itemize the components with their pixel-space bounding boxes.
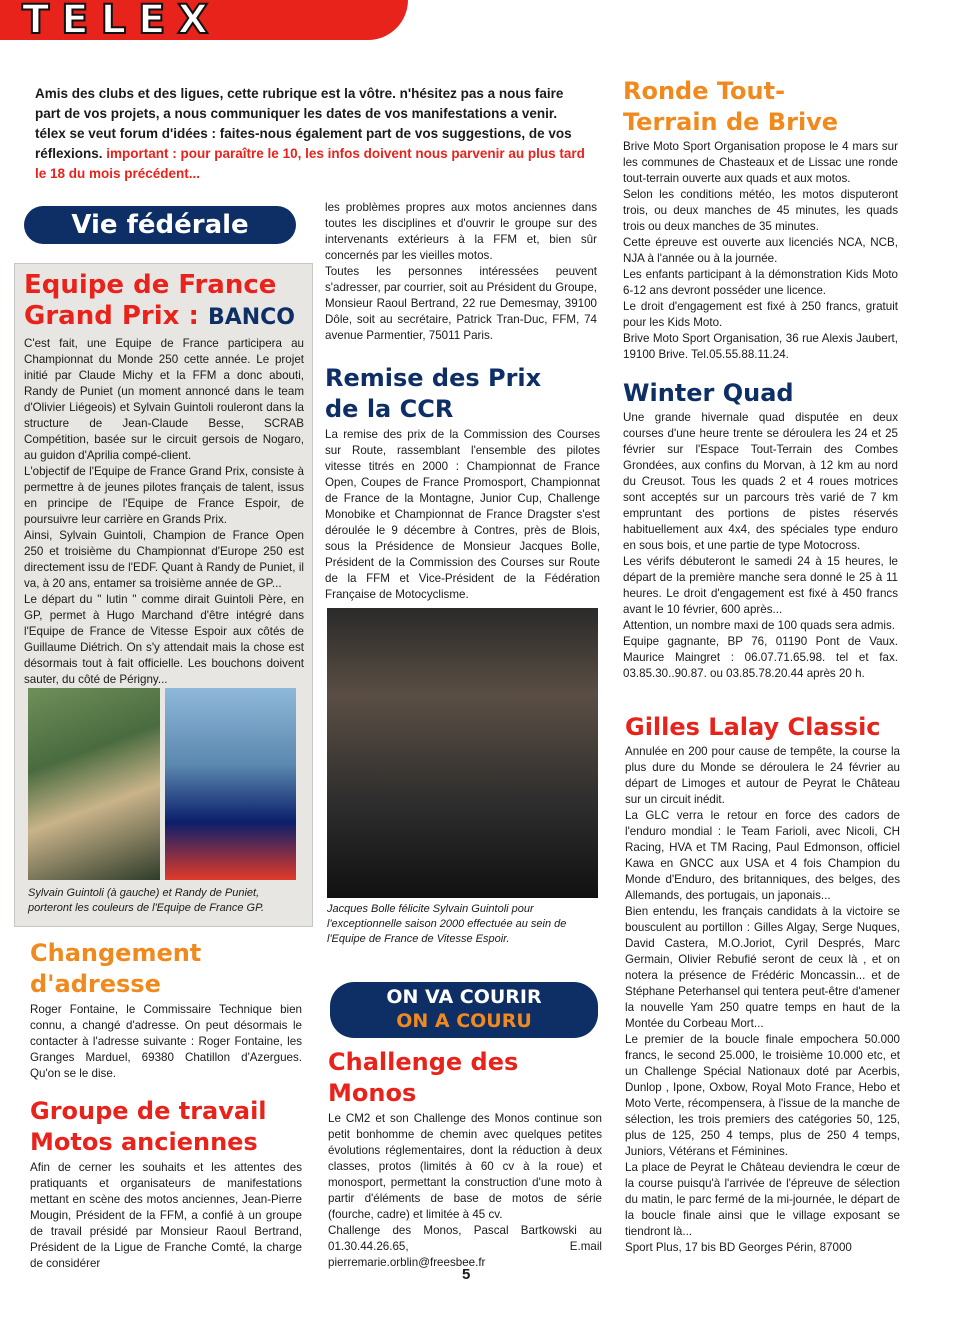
section-title: TELEX — [22, 0, 221, 43]
equipe-france-title-line1: Equipe de France — [24, 270, 277, 300]
paragraph: Selon les conditions météo, les motos disputeront trois, ou deux manches de 45 minutes, les quads trois ou deux manches de 35 minutes. — [623, 188, 898, 233]
equipe-france-article — [24, 270, 304, 688]
paragraph: Attention, un nombre maxi de 100 quads sera admis. — [623, 619, 895, 632]
paragraph: Cette épreuve est ouverte aux licenciés NCA, NCB, NJA à l'année ou à la journée. — [623, 236, 898, 265]
changement-body: Roger Fontaine, le Commissaire Technique bien connu, a changé d'adresse. On peut désormais le contacter à l'adresse suivante : Roger Fontaine, les Granges Marduel, 69380 Chatillon d'Azergues. Qu'on se le dise. — [30, 1003, 302, 1080]
groupe-article — [30, 1096, 302, 1272]
gilles-body — [625, 744, 900, 1256]
photo-de-puniet — [165, 688, 296, 880]
paragraph: Brive Moto Sport Organisation, 36 rue Alexis Jaubert, 19100 Brive. Tel.05.55.88.11.24. — [623, 332, 898, 361]
paragraph: La GLC verra le retour en force des cadors de l'enduro mondial : le Team Farioli, avec Nicoli, CH Racing, HVA et TM Racing, Paul Edmonson, officiel Kawa en GNCC aux USA et 4 fois Champion du Monde d'Enduro, des britanniques, des belges, des Allemands, des portugais, un japonais... — [625, 809, 900, 902]
remise-caption: Jacques Bolle félicite Sylvain Guintoli pour l'exceptionnelle saison 2000 effectuée au sein de l'Equipe de France de Vitesse Espoir. — [327, 903, 567, 945]
winter-body — [623, 410, 898, 682]
paragraph: Toutes les personnes intéressées peuvent s'adresser, par courrier, soit au Président du Groupe, Monsieur Raoul Bertrand, 22 rue Demesmay, 39100 Dôle, soit au secrétaire, Patrick Tran-Duc, FFM, 74 avenue Parmentier, 75011 Paris. — [325, 265, 597, 342]
paragraph: Brive Moto Sport Organisation propose le 4 mars sur les communes de Chasteaux et de Lissac une ronde tout-terrain ouverte aux quads et aux motos. — [623, 140, 898, 185]
groupe-continued — [325, 200, 597, 344]
paragraph: Le départ du " lutin " comme dirait Guintoli Père, en GP, permet à Hugo Marchand d'être intégré dans l'Equipe de France de Vitesse Espoir aux côtés de Guillaume Diétrich. On s'y attendait mais la chose est désormais tout à fait officielle. Les bouchons doivent sauter, du côté de Périgny... — [24, 593, 304, 686]
changement-title-line1: Changement — [30, 939, 202, 967]
banner-line2: ON A COURU — [396, 1010, 532, 1032]
paragraph: Bien entendu, les français candidats à la victoire se bousculent au portillon : Gilles Algay, Serge Nuques, David Castera, M.O.Joriot, Cyril Després, Marc Germain, Olivier Rebufié seront de ceux là , et on notera la présence de Frédéric Moncassin... et de Stéphane Peterhansel qui tentera peut-être d'amener la nouvelle Yam 250 quatre temps en haut de la Montée du Corbeau Mort... — [625, 905, 900, 1030]
paragraph: Ainsi, Sylvain Guintoli, Champion de France Open 250 et troisième du Championnat d'Europe 250 est directement issu de l'EDF. Quant à Randy de Puniet, il va, à 20 ans, entamer sa troisième année de GP... — [24, 529, 304, 590]
groupe-title-line2: Motos anciennes — [30, 1128, 258, 1156]
ronde-article — [623, 76, 898, 363]
remise-title-line2: de la CCR — [325, 395, 454, 423]
ronde-title-line2: Terrain de Brive — [623, 108, 839, 136]
equipe-france-caption: Sylvain Guintoli (à gauche) et Randy de Puniet, porteront les couleurs de l'Equipe de France GP. — [28, 887, 265, 914]
page-number: 5 — [462, 1266, 471, 1283]
equipe-france-body — [24, 336, 304, 688]
paragraph: La place de Peyrat le Château deviendra le cœur de la course puisqu'à l'arrivée de l'épreuve de sélection du matin, le parc fermé de la mi-journée, le départ de la boucle finale ainsi que le village exposant se tiendront là... — [625, 1161, 900, 1238]
equipe-france-title-text: Grand Prix : — [24, 301, 199, 331]
paragraph: Une grande hivernale quad disputée en deux courses d'une heure trente se déroulera les 24 et 25 février sur l'Espace Tout-Terrain des Combes Grondées, aux confins du Morvan, à 12 km au nord du Creusot. Tous les quads 2 et 4 roues motrices sont acceptés sur un parcours très varié de 7 km empruntant des portions de pistes réservés habituellement aux 4x4, des spéciales type enduro en sous bois, et une partie de type Motocross. — [623, 411, 898, 552]
paragraph: Les vérifs débuteront le samedi 24 à 15 heures, le départ de la première manche sera donné le 25 à 11 heures. Le droit d'engagement est fixé à 450 francs avant le 10 février, 600 après... — [623, 555, 898, 616]
photo-podium — [327, 608, 598, 898]
gilles-title: Gilles Lalay Classic — [625, 713, 881, 741]
challenge-article — [328, 1047, 602, 1271]
changement-title-line2: d'adresse — [30, 970, 161, 998]
paragraph: Annulée en 200 pour cause de tempête, la course la plus dure du Monde se déroulera le 24 février au départ de Limoges et autour de Peyrat le Château sur un circuit inédit. — [625, 745, 900, 806]
intro-important: important : pour paraître le 10, les infos doivent nous parvenir au plus tard le 18 du mois précédent... — [35, 146, 585, 181]
paragraph: Le CM2 et son Challenge des Monos continue son petit bonhomme de chemin avec quelques petites évolutions réglementaires, dont la réduction à deux classes, protos (limités à 60 cv à la roue) et monosport, permettant la construction d'une moto à partir d'éléments de base de motos de série (fourche, cadre) et limitée à 45 cv. — [328, 1112, 602, 1221]
ronde-title-line1: Ronde Tout- — [623, 77, 786, 105]
equipe-france-banco: BANCO — [207, 305, 296, 330]
groupe-body: Afin de cerner les souhaits et les attentes des pratiquants et organisateurs de manifestations mettant en scène des motos anciennes, Jean-Pierre Mougin, Président de la FFM, a confié à un groupe de travail présidé par Monsieur Raoul Bertrand, Président de la Ligue de Franche Comté, la charge de considérer — [30, 1161, 302, 1270]
groupe-title-line1: Groupe de travail — [30, 1097, 267, 1125]
paragraph: C'est fait, une Equipe de France participera au Championnat du Monde 250 cette année. Le projet initié par Claude Michy et la FFM a donc abouti, Randy de Puniet (un moment annoncé dans le team d'Olivier Liégeois) et Sylvain Guintoli rouleront dans la structure de Jean-Claude Besse, SCRAB Compétition, basée sur le circuit gersois de Nogaro, au guidon d'Aprilia compé-client. — [24, 337, 304, 462]
ronde-body — [623, 139, 898, 363]
paragraph: Equipe gagnante, BP 76, 01190 Pont de Vaux. Maurice Maingret : 06.07.71.65.98. tel et fax. 03.85.30..90.87. ou 03.85.78.20.44 après 20 h. — [623, 635, 898, 680]
remise-body: La remise des prix de la Commission des Courses sur Route, rassemblant l'ensemble des pilotes vitesse titrés en 2000 : Championnat de France Open, Coupes de France Promosport, Championnat de France de la Montagne, Junior Cup, Challenge Monobike et Championnat de France Dragster s'est déroulée le 9 décembre à Contres, près de Blois, sous la Présidence de Monsieur Jacques Bolle, Président de la Commission des Courses sur Route de la FFM et Vice-Président de la Fédération Française de Motocyclisme. — [325, 428, 600, 601]
on-va-courir-banner — [330, 982, 598, 1038]
equipe-france-title-line2 — [24, 301, 304, 333]
winter-article — [623, 378, 898, 682]
challenge-body — [328, 1111, 602, 1271]
paragraph: Les enfants participant à la démonstration Kids Moto 6-12 ans devront posséder une licence. — [623, 268, 898, 297]
paragraph: Le premier de la boucle finale empochera 50.000 francs, le second 25.000, le troisième 10.000 etc, et un Challenge Spécial Nationaux doté par Acerbis, Dunlop , Ipone, Oxbow, Royal Moto France, Hebo et Moto Verte, récompensera, à l'issue de la manche de sélection, les trois premiers des catégories 50, 125, plus de 125, 250 4 temps, plus de 250 4 temps, Juniors, Vétérans et Féminines. — [625, 1033, 900, 1158]
changement-article — [30, 938, 302, 1082]
remise-article — [325, 363, 600, 603]
banner-line1: ON VA COURIR — [386, 986, 542, 1008]
paragraph: Sport Plus, 17 bis BD Georges Périn, 87000 — [625, 1241, 852, 1254]
paragraph: Le droit d'engagement est fixé à 250 francs, gratuit pour les Kids Moto. — [623, 300, 898, 329]
paragraph: Challenge des Monos, Pascal Bartkowski au 01.30.44.26.65, E.mail pierremarie.orblin@freesbee.fr — [328, 1224, 602, 1269]
challenge-title-line2: Monos — [328, 1079, 417, 1107]
remise-title-line1: Remise des Prix — [325, 364, 542, 392]
winter-title: Winter Quad — [623, 379, 794, 407]
photo-guintoli — [28, 688, 160, 880]
paragraph: L'objectif de l'Equipe de France Grand Prix, consiste à permettre à de jeunes pilotes français de talent, issus en principe de l'Equipe de France Espoir, de poursuivre leur carrière en Grands Prix. — [24, 465, 304, 526]
paragraph: les problèmes propres aux motos anciennes dans toutes les disciplines et d'ouvrir le groupe sur des intervenants extérieurs à la FFM et, bien sûr concernés par les vieilles motos. — [325, 201, 597, 262]
vie-federale-banner: Vie fédérale — [24, 206, 296, 244]
challenge-title-line1: Challenge des — [328, 1048, 519, 1076]
gilles-article — [625, 712, 900, 1256]
intro-text — [35, 84, 590, 184]
intro-body: Amis des clubs et des ligues, cette rubrique est la vôtre. n'hésitez pas a nous faire part de vos projets, a nous communiquer les dates de vos manifestations a venir. télex se veut forum d'idées : faites-nous également part de vos suggestions, de vos réflexions. — [35, 86, 572, 161]
